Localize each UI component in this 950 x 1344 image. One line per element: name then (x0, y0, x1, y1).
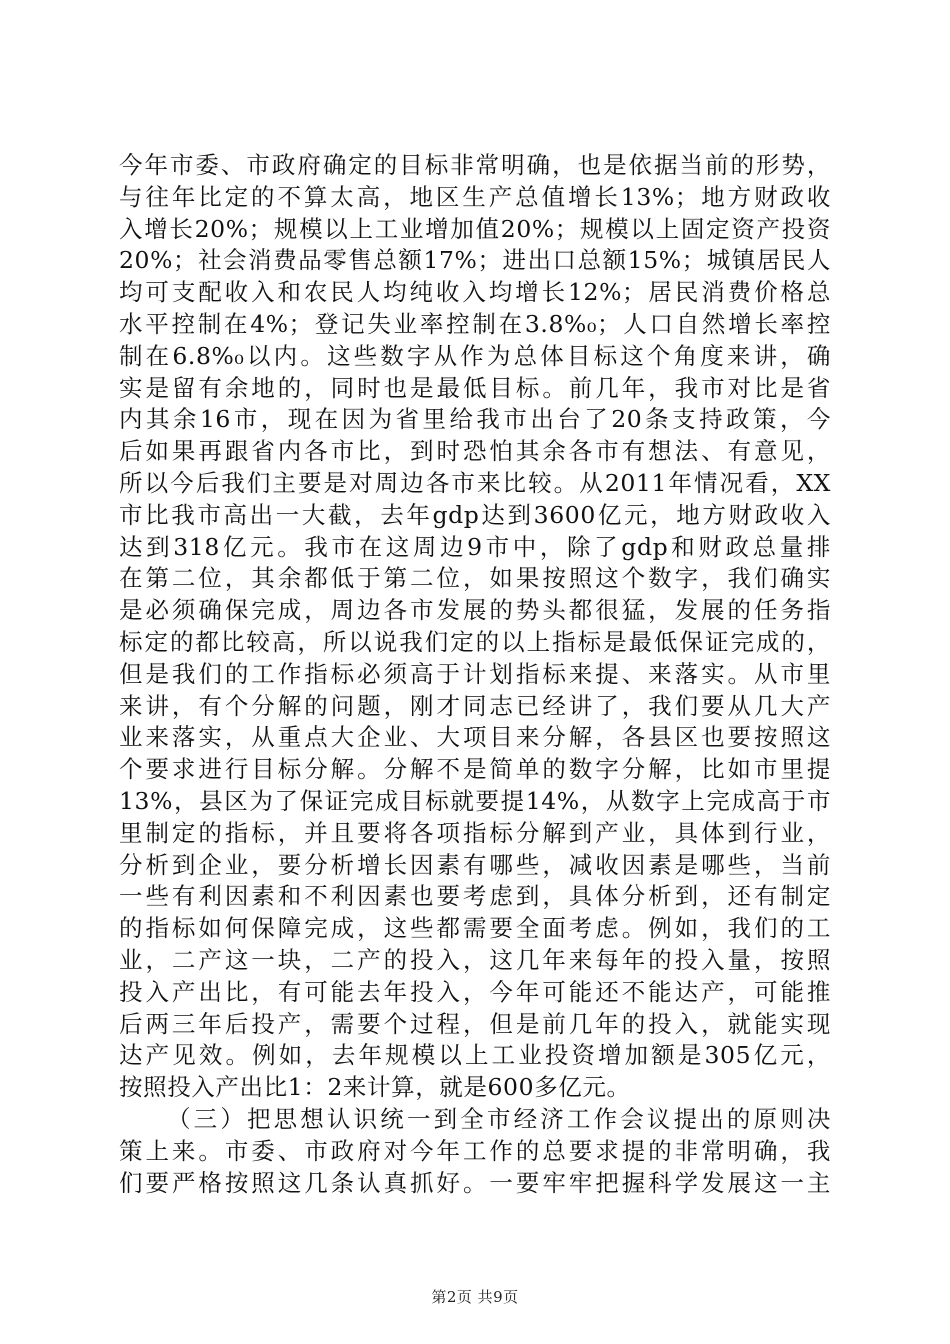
text-line: 标定的都比较高，所以说我们定的以上指标是最低保证完成的， (119, 627, 831, 656)
text-line: 制在6.8%₀以内。这些数字从作为总体目标这个角度来讲，确 (119, 341, 831, 370)
text-line: 内其余16市，现在因为省里给我市出台了20条支持政策，今 (119, 405, 831, 434)
page-footer: 第2页 共9页 (431, 1288, 519, 1306)
text-line: 所以今后我们主要是对周边各市来比较。从2011年情况看，XX (119, 468, 831, 497)
text-line: （三）把思想认识统一到全市经济工作会议提出的原则决 (167, 1104, 831, 1133)
text-line: 今年市委、市政府确定的目标非常明确，也是依据当前的形势， (119, 151, 831, 179)
text-line: 们要严格按照这几条认真抓好。一要牢牢把握科学发展这一主 (119, 1168, 831, 1197)
text-line: 业来落实，从重点大企业、大项目来分解，各县区也要按照这 (119, 723, 831, 752)
text-line: 里制定的指标，并且要将各项指标分解到产业，具体到行业， (119, 818, 831, 847)
text-line: 按照投入产出比1：2来计算，就是600多亿元。 (119, 1073, 631, 1102)
text-line: 13%，县区为了保证完成目标就要提14%，从数字上完成高于市 (119, 786, 831, 815)
text-line: 投入产出比，有可能去年投入，今年可能还不能达产，可能推 (119, 977, 831, 1006)
text-line: 水平控制在4%；登记失业率控制在3.8%₀；人口自然增长率控 (119, 309, 831, 338)
text-line: 后两三年后投产，需要个过程，但是前几年的投入，就能实现 (119, 1009, 831, 1038)
text-line: 20%；社会消费品零售总额17%；进出口总额15%；城镇居民人 (119, 246, 831, 275)
text-line: 业，二产这一块，二产的投入，这几年来每年的投入量，按照 (119, 945, 831, 974)
text-line: 均可支配收入和农民人均纯收入均增长12%；居民消费价格总 (119, 278, 831, 307)
text-line: 市比我市高出一大截，去年gdp达到3600亿元，地方财政收入 (119, 500, 831, 529)
text-line: 实是留有余地的，同时也是最低目标。前几年，我市对比是省 (119, 373, 831, 402)
text-line: 达产见效。例如，去年规模以上工业投资增加额是305亿元， (119, 1041, 831, 1070)
text-line: 在第二位，其余都低于第二位，如果按照这个数字，我们确实 (119, 564, 831, 593)
text-line: 策上来。市委、市政府对今年工作的总要求提的非常明确，我 (119, 1136, 831, 1165)
text-line: 一些有利因素和不利因素也要考虑到，具体分析到，还有制定 (119, 882, 831, 911)
text-line: 个要求进行目标分解。分解不是简单的数字分解，比如市里提 (119, 755, 831, 784)
text-line: 后如果再跟省内各市比，到时恐怕其余各市有想法、有意见， (119, 437, 831, 466)
text-line: 来讲，有个分解的问题，刚才同志已经讲了，我们要从几大产 (119, 691, 831, 720)
text-line: 但是我们的工作指标必须高于计划指标来提、来落实。从市里 (119, 659, 831, 688)
text-line: 分析到企业，要分析增长因素有哪些，减收因素是哪些，当前 (119, 850, 831, 879)
text-line: 的指标如何保障完成，这些都需要全面考虑。例如，我们的工 (119, 914, 831, 943)
text-line: 达到318亿元。我市在这周边9市中，除了gdp和财政总量排 (119, 532, 831, 561)
document-body (119, 150, 831, 1199)
text-line: 与往年比定的不算太高，地区生产总值增长13%；地方财政收 (119, 182, 831, 211)
text-line: 是必须确保完成，周边各市发展的势头都很猛，发展的任务指 (119, 596, 831, 625)
text-line: 入增长20%；规模以上工业增加值20%；规模以上固定资产投资 (119, 214, 831, 243)
